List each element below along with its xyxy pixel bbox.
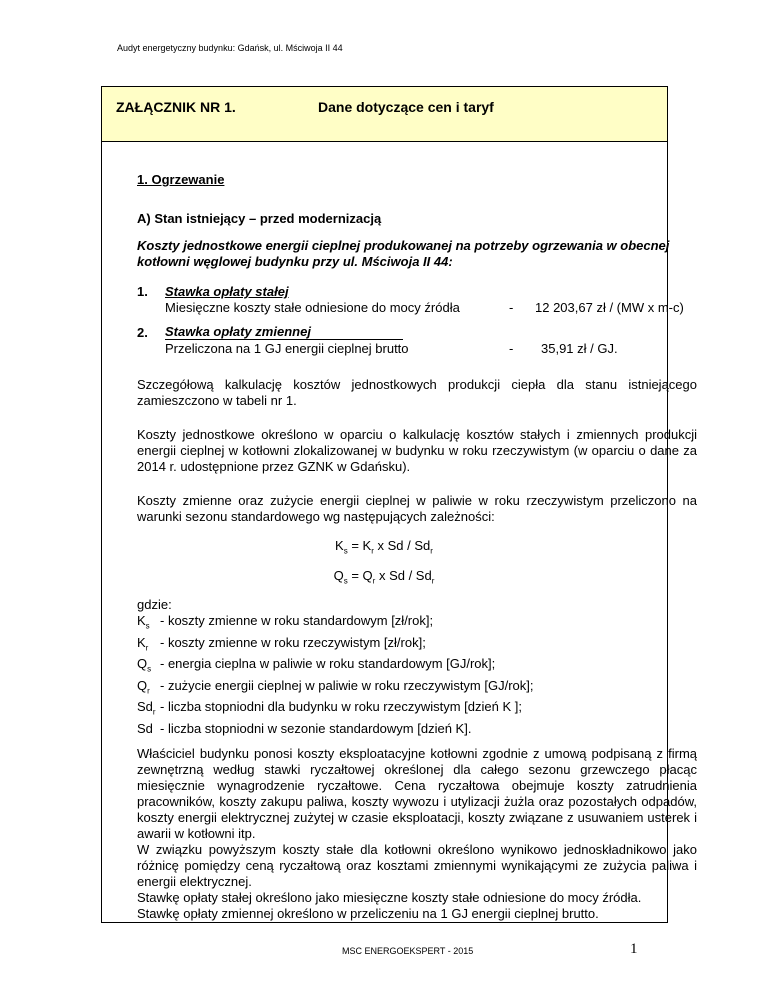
definition-row [137,721,697,743]
annex-number: ZAŁĄCZNIK NR 1. [116,99,236,115]
definition-symbol: $Q_r$ [137,677,150,696]
rate-item-1-num: 1. [137,284,148,299]
closing-text [137,746,697,922]
annex-title: Dane dotyczące cen i taryf [318,99,494,115]
definition-text: - energia cieplna w paliwie w roku standardowym [GJ/rok]; [160,656,496,672]
closing-paragraph-2: W związku powyższym koszty stałe dla kotłowni określono wynikowo jednoskładnikowo jako różnicę pomiędzy ceną ryczałtową oraz kosztami zmiennymi wynikającymi ze zużycia paliwa i energii elektrycznej. [137,842,697,889]
rate-item-2-num: 2. [137,325,148,340]
formula-qs-eq: = Q [347,568,373,583]
definitions-lead: gdzie: [137,597,172,612]
definition-text: - zużycie energii cieplnej w paliwie w roku rzeczywistym [GJ/rok]; [160,677,534,693]
rate-item-2-value: 35,91 zł / GJ. [541,341,618,356]
formula-ks-eq: = K [347,538,372,553]
definition-symbol: $K_s$ [137,613,150,631]
definition-text: - liczba stopniodni w sezonie standardowym [dzień K]. [160,720,472,736]
closing-paragraph-4: Stawkę opłaty zmiennej określono w przeliczeniu na 1 GJ energii cieplnej brutto. [137,906,599,921]
closing-paragraph-3: Stawkę opłaty stałej określono jako miesięczne koszty stałe odniesione do mocy źródła. [137,890,642,905]
rate-item-2-desc: Przeliczona na 1 GJ energii cieplnej brutto [165,341,409,356]
formula-ks-rest: x Sd / Sd [373,538,431,553]
subsection-a-title: A) Stan istniejący – przed modernizacją [137,211,382,226]
definition-row [137,656,697,678]
formula-qs-rest: x Sd / Sd [375,568,432,583]
formula-qs-sdr-sub: r [431,576,435,586]
rate-item-1-desc: Miesięczne koszty stałe odniesione do mocy źródła [165,300,460,315]
formula-qs [0,568,768,586]
footer-text: MSC ENERGOEKSPERT - 2015 [342,946,474,956]
rate-item-1-dash: - [509,300,514,315]
definition-symbol: Sd [137,720,153,736]
definition-text: - koszty zmienne w roku rzeczywistym [zł/rok]; [160,634,426,650]
definition-row [137,678,697,700]
closing-paragraph-1: Właściciel budynku ponosi koszty eksploatacyjne kotłowni zgodnie z umową podpisaną z firmą zewnętrzną według stawki ryczałtowej określonej dla całego sezonu grzewczego płacąc miesięcznie wynagrodzenie ryczałtowe. Cena ryczałtowa obejmuje koszty zatrudnienia pracowników, koszty zakupu paliwa, koszty wywozu i utylizacji żużla oraz pozostałych odpadów, koszty energii elektrycznej zużytej w czasie eksploatacji, koszty związane z usuwaniem usterek i awarii w kotłowni itp. [137,746,697,841]
definition-symbol: $Sd_r$ [137,699,156,717]
running-header: Audyt energetyczny budynku: Gdańsk, ul. Mściwoja II 44 [117,43,343,53]
formula-ks-sdr-sub: r [430,546,433,556]
formula-qs-sub: s [343,576,348,586]
formula-ks-sub: s [343,546,348,556]
definition-text: - liczba stopniodni dla budynku w roku rzeczywistym [dzień K ]; [160,699,522,715]
definition-row [137,635,697,657]
formula-ks [0,538,768,556]
formula-qs-qr-sub: r [372,576,376,586]
definition-row [137,613,697,635]
formula-qs-symbol: Q [333,568,344,583]
definition-text: - koszty zmienne w roku standardowym [zł/rok]; [160,613,434,628]
rate-item-2-title: Stawka opłaty zmiennej [165,325,403,340]
definition-symbol: $Q_s$ [137,656,152,674]
rate-item-2-dash: - [509,341,514,356]
definitions-list [137,597,697,743]
annex-header-box [101,86,668,142]
paragraph-2: Koszty jednostkowe określono w oparciu o kalkulację kosztów stałych i zmiennych produkcji energii cieplnej w kotłowni zlokalizowanej w budynku w roku rzeczywistym (w oparciu o dane za 2014 r. udostępnione przez GZNK w Gdańsku). [137,427,697,474]
paragraph-3: Koszty zmienne oraz zużycie energii cieplnej w paliwie w roku rzeczywistym przeliczono na warunki sezonu standardowego wg następujących zależności: [137,493,697,524]
formula-ks-symbol: K [335,538,344,553]
rate-item-1-title: Stawka opłaty stałej [165,284,289,299]
definition-row [137,699,697,721]
page-number: 1 [630,941,638,957]
formula-ks-kr-sub: r [371,546,374,556]
rate-item-1-value: 12 203,67 zł / (MW x m-c) [535,300,684,315]
intro-text: Koszty jednostkowe energii cieplnej produkowanej na potrzeby ogrzewania w obecnej kotłowni węglowej budynku przy ul. Mściwoja II 44: [137,238,670,269]
section-title: 1. Ogrzewanie [137,172,225,187]
paragraph-1: Szczegółową kalkulację kosztów jednostkowych produkcji ciepła dla stanu istniejącego zamieszczono w tabeli nr 1. [137,377,697,408]
definition-symbol: $K_r$ [137,634,149,653]
